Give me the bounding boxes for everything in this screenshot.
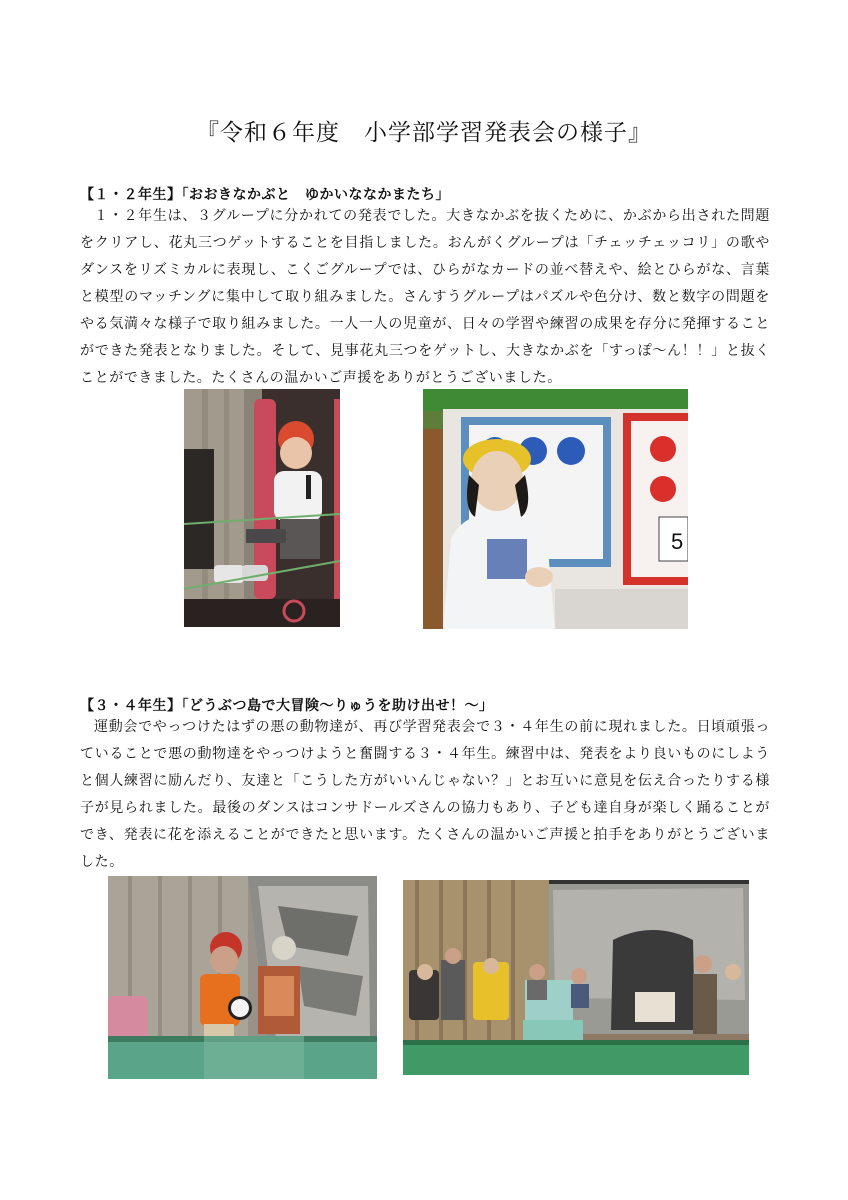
board-digit: 5 [671, 529, 684, 554]
photo-stage-performance [108, 876, 377, 1079]
photo-child-at-board [423, 389, 688, 629]
photo-child-with-microphone [184, 389, 340, 627]
section-heading-grade-3-4: 【３・４年生】「どうぶつ島で大冒険～りゅうを助け出せ！～」 [80, 698, 494, 714]
section-body-grade-3-4: 運動会でやっつけたはずの悪の動物達が、再び学習発表会で３・４年生の前に現れました。日頃頑張っていることで悪の動物達をやっつけようと奮闘する３・４年生。練習中は、発表をより良いものにしようと個人練習に励んだり、友達と「こうした方がいいんじゃない？」とお互いに意見を伝え合ったりする様子が見られました。最後のダンスはコンサドールズさんの協力もあり、子ども達自身が楽しく踊ることができ、発表に花を添えることができたと思います。たくさんの温かいご声援と拍手をありがとうございました。 [80, 719, 770, 870]
photo-stage-group [403, 880, 749, 1075]
section-body-grade-1-2: １・２年生は、３グループに分かれての発表でした。大きなかぶを抜くために、かぶから出された問題をクリアし、花丸三つゲットすることを目指しました。おんがくグループは「チェッチェッコリ」の歌やダンスをリズミカルに表現し、こくごグループでは、ひらがなカードの並べ替えや、絵とひらがな、言葉と模型のマッチングに集中して取り組みました。さんすうグループはパズルや色分け、数と数字の問題をやる気満々な様子で取り組みました。一人一人の児童が、日々の学習や練習の成果を存分に発揮することができた発表となりました。そして、見事花丸三つをゲットし、大きなかぶを「すっぽ～ん！！」と抜くことができました。たくさんの温かいご声援をありがとうございました。 [80, 208, 770, 386]
section-heading-grade-1-2: 【１・２年生】「おおきなかぶと ゆかいななかまたち」 [80, 187, 450, 203]
page-title: 『令和６年度 小学部学習発表会の様子』 [196, 120, 652, 146]
